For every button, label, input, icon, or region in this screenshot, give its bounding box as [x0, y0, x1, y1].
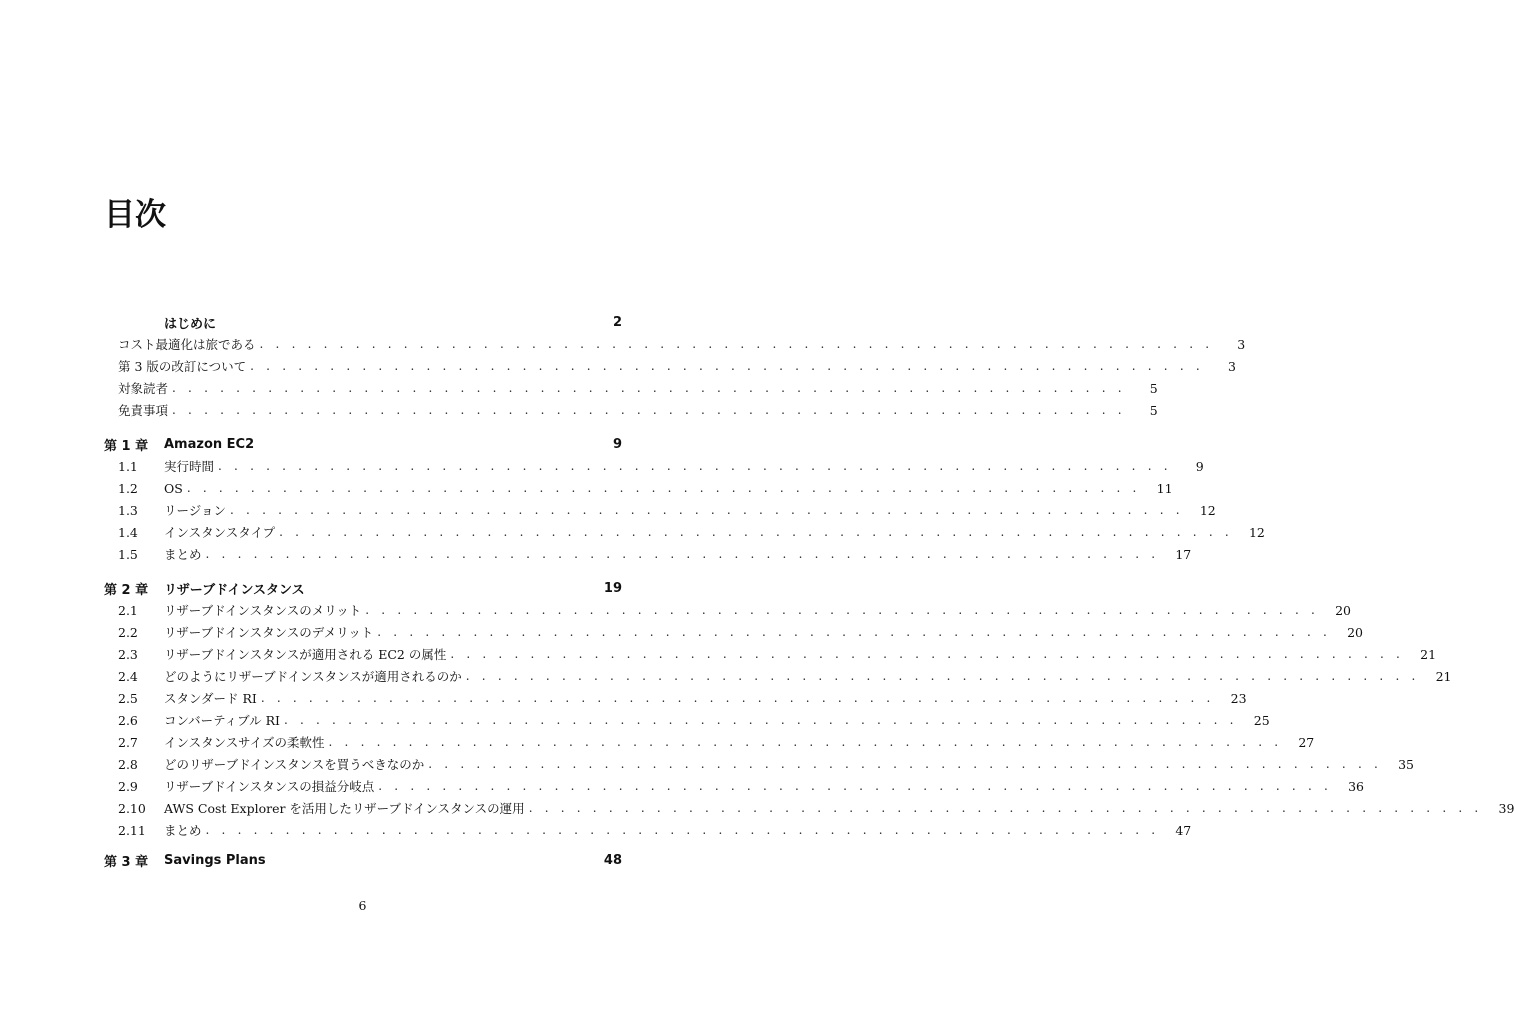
- toc-section-entry: [104, 709, 1270, 731]
- toc-dot-leader: . . . . . . . . . . . . . . . . . . . . . . . . . . . . . . . . . . . . . . . . . . . . . . . . . . . . . . . . . . . .: [230, 503, 1184, 517]
- toc-entry-number: 2.1: [118, 602, 138, 618]
- toc-section-entry: [104, 377, 1158, 399]
- toc-entry-page: 5: [1149, 402, 1158, 418]
- toc-section-entry: [104, 477, 1173, 499]
- toc-entry-page: 21: [1420, 646, 1437, 662]
- toc-entry-page: 9: [612, 436, 622, 452]
- toc-entry-number: 1.1: [118, 458, 138, 474]
- toc-dot-leader: . . . . . . . . . . . . . . . . . . . . . . . . . . . . . . . . . . . . . . . . . . . . . . . . . . . . . . . . . . . .: [186, 481, 1141, 495]
- toc-dot-leader: . . . . . . . . . . . . . . . . . . . . . . . . . . . . . . . . . . . . . . . . . . . . . . . . . . . . . . . . . . . .: [205, 547, 1160, 561]
- toc-entry-page: 3: [1237, 336, 1246, 352]
- toc-section-entry: [104, 355, 1236, 377]
- toc-entry-page: 27: [1298, 734, 1315, 750]
- toc-entry-number: 2.6: [118, 712, 138, 728]
- toc-entry-page: 12: [1248, 524, 1265, 540]
- toc-section-entry: [104, 687, 1247, 709]
- toc-entry-title: どのリザーブドインスタンスを買うべきなのか: [164, 757, 425, 772]
- toc-section-entry: [104, 621, 1363, 643]
- toc-entry-title: 対象読者: [118, 381, 169, 396]
- toc-dot-leader: . . . . . . . . . . . . . . . . . . . . . . . . . . . . . . . . . . . . . . . . . . . . . . . . . . . . . . . . . . . .: [328, 735, 1283, 749]
- toc-entry-title: リザーブドインスタンスのメリット: [164, 603, 362, 618]
- toc-dot-leader: . . . . . . . . . . . . . . . . . . . . . . . . . . . . . . . . . . . . . . . . . . . . . . . . . . . . . . . . . . . .: [377, 625, 1331, 639]
- toc-entry-number: 2.9: [118, 778, 138, 794]
- toc-chapter-entry: [104, 433, 622, 455]
- toc-entry-page: 9: [1195, 458, 1204, 474]
- toc-dot-leader: . . . . . . . . . . . . . . . . . . . . . . . . . . . . . . . . . . . . . . . . . . . . . . . . . . . . . . . . . . . .: [365, 603, 1319, 617]
- toc-entry-page: 11: [1156, 480, 1173, 496]
- toc-dot-leader: . . . . . . . . . . . . . . . . . . . . . . . . . . . . . . . . . . . . . . . . . . . . . . . . . . . . . . . . . . . .: [260, 691, 1215, 705]
- toc-dot-leader: . . . . . . . . . . . . . . . . . . . . . . . . . . . . . . . . . . . . . . . . . . . . . . . . . . . . . . . . . . . .: [172, 381, 1126, 395]
- toc-entry-page: 39: [1498, 800, 1514, 816]
- toc-entry-page: 20: [1335, 602, 1351, 618]
- toc-entry-page: 3: [1227, 358, 1236, 374]
- toc-section-entry: [104, 399, 1158, 421]
- toc-entry-title: リザーブドインスタンスの損益分岐点: [164, 779, 375, 794]
- toc-dot-leader: . . . . . . . . . . . . . . . . . . . . . . . . . . . . . . . . . . . . . . . . . . . . . . . . . . . . . . . . . . . .: [378, 779, 1332, 793]
- toc-entry-number: 1.5: [118, 546, 138, 562]
- toc-entry-number: 2.8: [118, 756, 138, 772]
- page-number: 6: [358, 898, 367, 913]
- toc-entry-title: インスタンスタイプ: [164, 525, 276, 540]
- toc-dot-leader: . . . . . . . . . . . . . . . . . . . . . . . . . . . . . . . . . . . . . . . . . . . . . . . . . . . . . . . . . . . .: [283, 713, 1238, 727]
- toc-section-entry: [104, 521, 1265, 543]
- toc-section-entry: [104, 455, 1204, 477]
- toc-section-entry: [104, 753, 1414, 775]
- toc-section-entry: [104, 819, 1192, 841]
- toc-entry-page: 17: [1175, 546, 1192, 562]
- toc-entry-page: 47: [1175, 822, 1192, 838]
- toc-dot-leader: . . . . . . . . . . . . . . . . . . . . . . . . . . . . . . . . . . . . . . . . . . . . . . . . . . . . . . . . . . . .: [259, 337, 1214, 351]
- toc-dot-leader: . . . . . . . . . . . . . . . . . . . . . . . . . . . . . . . . . . . . . . . . . . . . . . . . . . . . . . . . . . . .: [218, 459, 1172, 473]
- toc-entry-title: リザーブドインスタンスのデメリット: [164, 625, 374, 640]
- toc-entry-number: 2.3: [118, 646, 138, 662]
- toc-entry-page: 35: [1398, 756, 1414, 772]
- toc-entry-number: 第 3 章: [104, 854, 149, 870]
- toc-entry-title: まとめ: [164, 823, 202, 838]
- toc-entry-number: 第 2 章: [104, 582, 149, 598]
- toc-entry-title: まとめ: [164, 547, 202, 562]
- toc-chapter-entry: [104, 577, 622, 599]
- toc-entry-number: 2.7: [118, 734, 138, 750]
- toc-entry-number: 2.4: [118, 668, 138, 684]
- toc-entry-title: AWS Cost Explorer を活用したリザーブドインスタンスの運用: [164, 801, 525, 816]
- toc-entry-title: はじめに: [164, 316, 217, 332]
- toc-entry-title: 第 3 版の改訂について: [118, 359, 247, 374]
- toc-entry-title: 免責事項: [118, 403, 169, 418]
- toc-entry-number: 1.2: [118, 480, 138, 496]
- toc-entry-title: コンバーティブル RI: [164, 713, 280, 728]
- toc-entry-title: 実行時間: [164, 459, 215, 474]
- toc-entry-number: 2.2: [118, 624, 138, 640]
- toc-section-entry: [104, 543, 1192, 565]
- toc-dot-leader: . . . . . . . . . . . . . . . . . . . . . . . . . . . . . . . . . . . . . . . . . . . . . . . . . . . . . . . . . . . .: [172, 403, 1126, 417]
- toc-section-entry: [104, 643, 1437, 665]
- toc-entry-number: 2.5: [118, 690, 138, 706]
- toc-entry-title: コスト最適化は旅である: [118, 337, 256, 352]
- toc-entry-page: 25: [1253, 712, 1270, 728]
- page-title: 目次: [104, 197, 166, 233]
- toc-entry-title: リザーブドインスタンスが適用される EC2 の属性: [164, 647, 447, 662]
- toc-entry-page: 2: [612, 314, 622, 330]
- toc-entry-number: 2.10: [118, 800, 146, 816]
- toc-entry-title: リザーブドインスタンス: [164, 582, 305, 598]
- toc-dot-leader: . . . . . . . . . . . . . . . . . . . . . . . . . . . . . . . . . . . . . . . . . . . . . . . . . . . . . . . . . . . .: [450, 647, 1405, 661]
- toc-section-entry: [104, 499, 1216, 521]
- toc-entry-page: 23: [1230, 690, 1247, 706]
- toc-section-entry: [104, 333, 1246, 355]
- toc-chapter-entry: [104, 311, 622, 333]
- toc-dot-leader: . . . . . . . . . . . . . . . . . . . . . . . . . . . . . . . . . . . . . . . . . . . . . . . . . . . . . . . . . . . .: [465, 669, 1420, 683]
- toc-section-entry: [104, 665, 1452, 687]
- toc-dot-leader: . . . . . . . . . . . . . . . . . . . . . . . . . . . . . . . . . . . . . . . . . . . . . . . . . . . . . . . . . . . .: [279, 525, 1233, 539]
- toc-entry-page: 36: [1348, 778, 1364, 794]
- toc-entry-title: インスタンスサイズの柔軟性: [164, 735, 325, 750]
- toc-dot-leader: . . . . . . . . . . . . . . . . . . . . . . . . . . . . . . . . . . . . . . . . . . . . . . . . . . . . . . . . . . . .: [528, 801, 1483, 815]
- toc-entry-title: スタンダード RI: [164, 691, 257, 706]
- toc-entry-title: Amazon EC2: [164, 436, 255, 452]
- toc-entry-page: 19: [603, 580, 622, 596]
- toc-entry-page: 12: [1199, 502, 1216, 518]
- toc-entry-number: 1.4: [118, 524, 138, 540]
- toc-section-entry: [104, 775, 1364, 797]
- toc-entry-title: Savings Plans: [164, 852, 266, 868]
- toc-dot-leader: . . . . . . . . . . . . . . . . . . . . . . . . . . . . . . . . . . . . . . . . . . . . . . . . . . . . . . . . . . . .: [250, 359, 1204, 373]
- toc-entry-page: 21: [1435, 668, 1452, 684]
- toc-section-entry: [104, 599, 1351, 621]
- toc-dot-leader: . . . . . . . . . . . . . . . . . . . . . . . . . . . . . . . . . . . . . . . . . . . . . . . . . . . . . . . . . . . .: [428, 757, 1382, 771]
- toc-entry-number: 2.11: [118, 822, 146, 838]
- toc-dot-leader: . . . . . . . . . . . . . . . . . . . . . . . . . . . . . . . . . . . . . . . . . . . . . . . . . . . . . . . . . . . .: [205, 823, 1160, 837]
- toc-entry-page: 48: [603, 852, 622, 868]
- toc-section-entry: [104, 797, 1514, 819]
- toc-entry-title: リージョン: [164, 503, 227, 518]
- toc-entry-title: どのようにリザーブドインスタンスが適用されるのか: [164, 669, 462, 684]
- toc-entry-page: 20: [1347, 624, 1363, 640]
- toc-entry-title: OS: [164, 480, 183, 496]
- toc-section-entry: [104, 731, 1315, 753]
- toc-chapter-entry: [104, 849, 622, 871]
- toc-entry-number: 1.3: [118, 502, 138, 518]
- toc-entry-number: 第 1 章: [104, 438, 149, 454]
- toc-entry-page: 5: [1149, 380, 1158, 396]
